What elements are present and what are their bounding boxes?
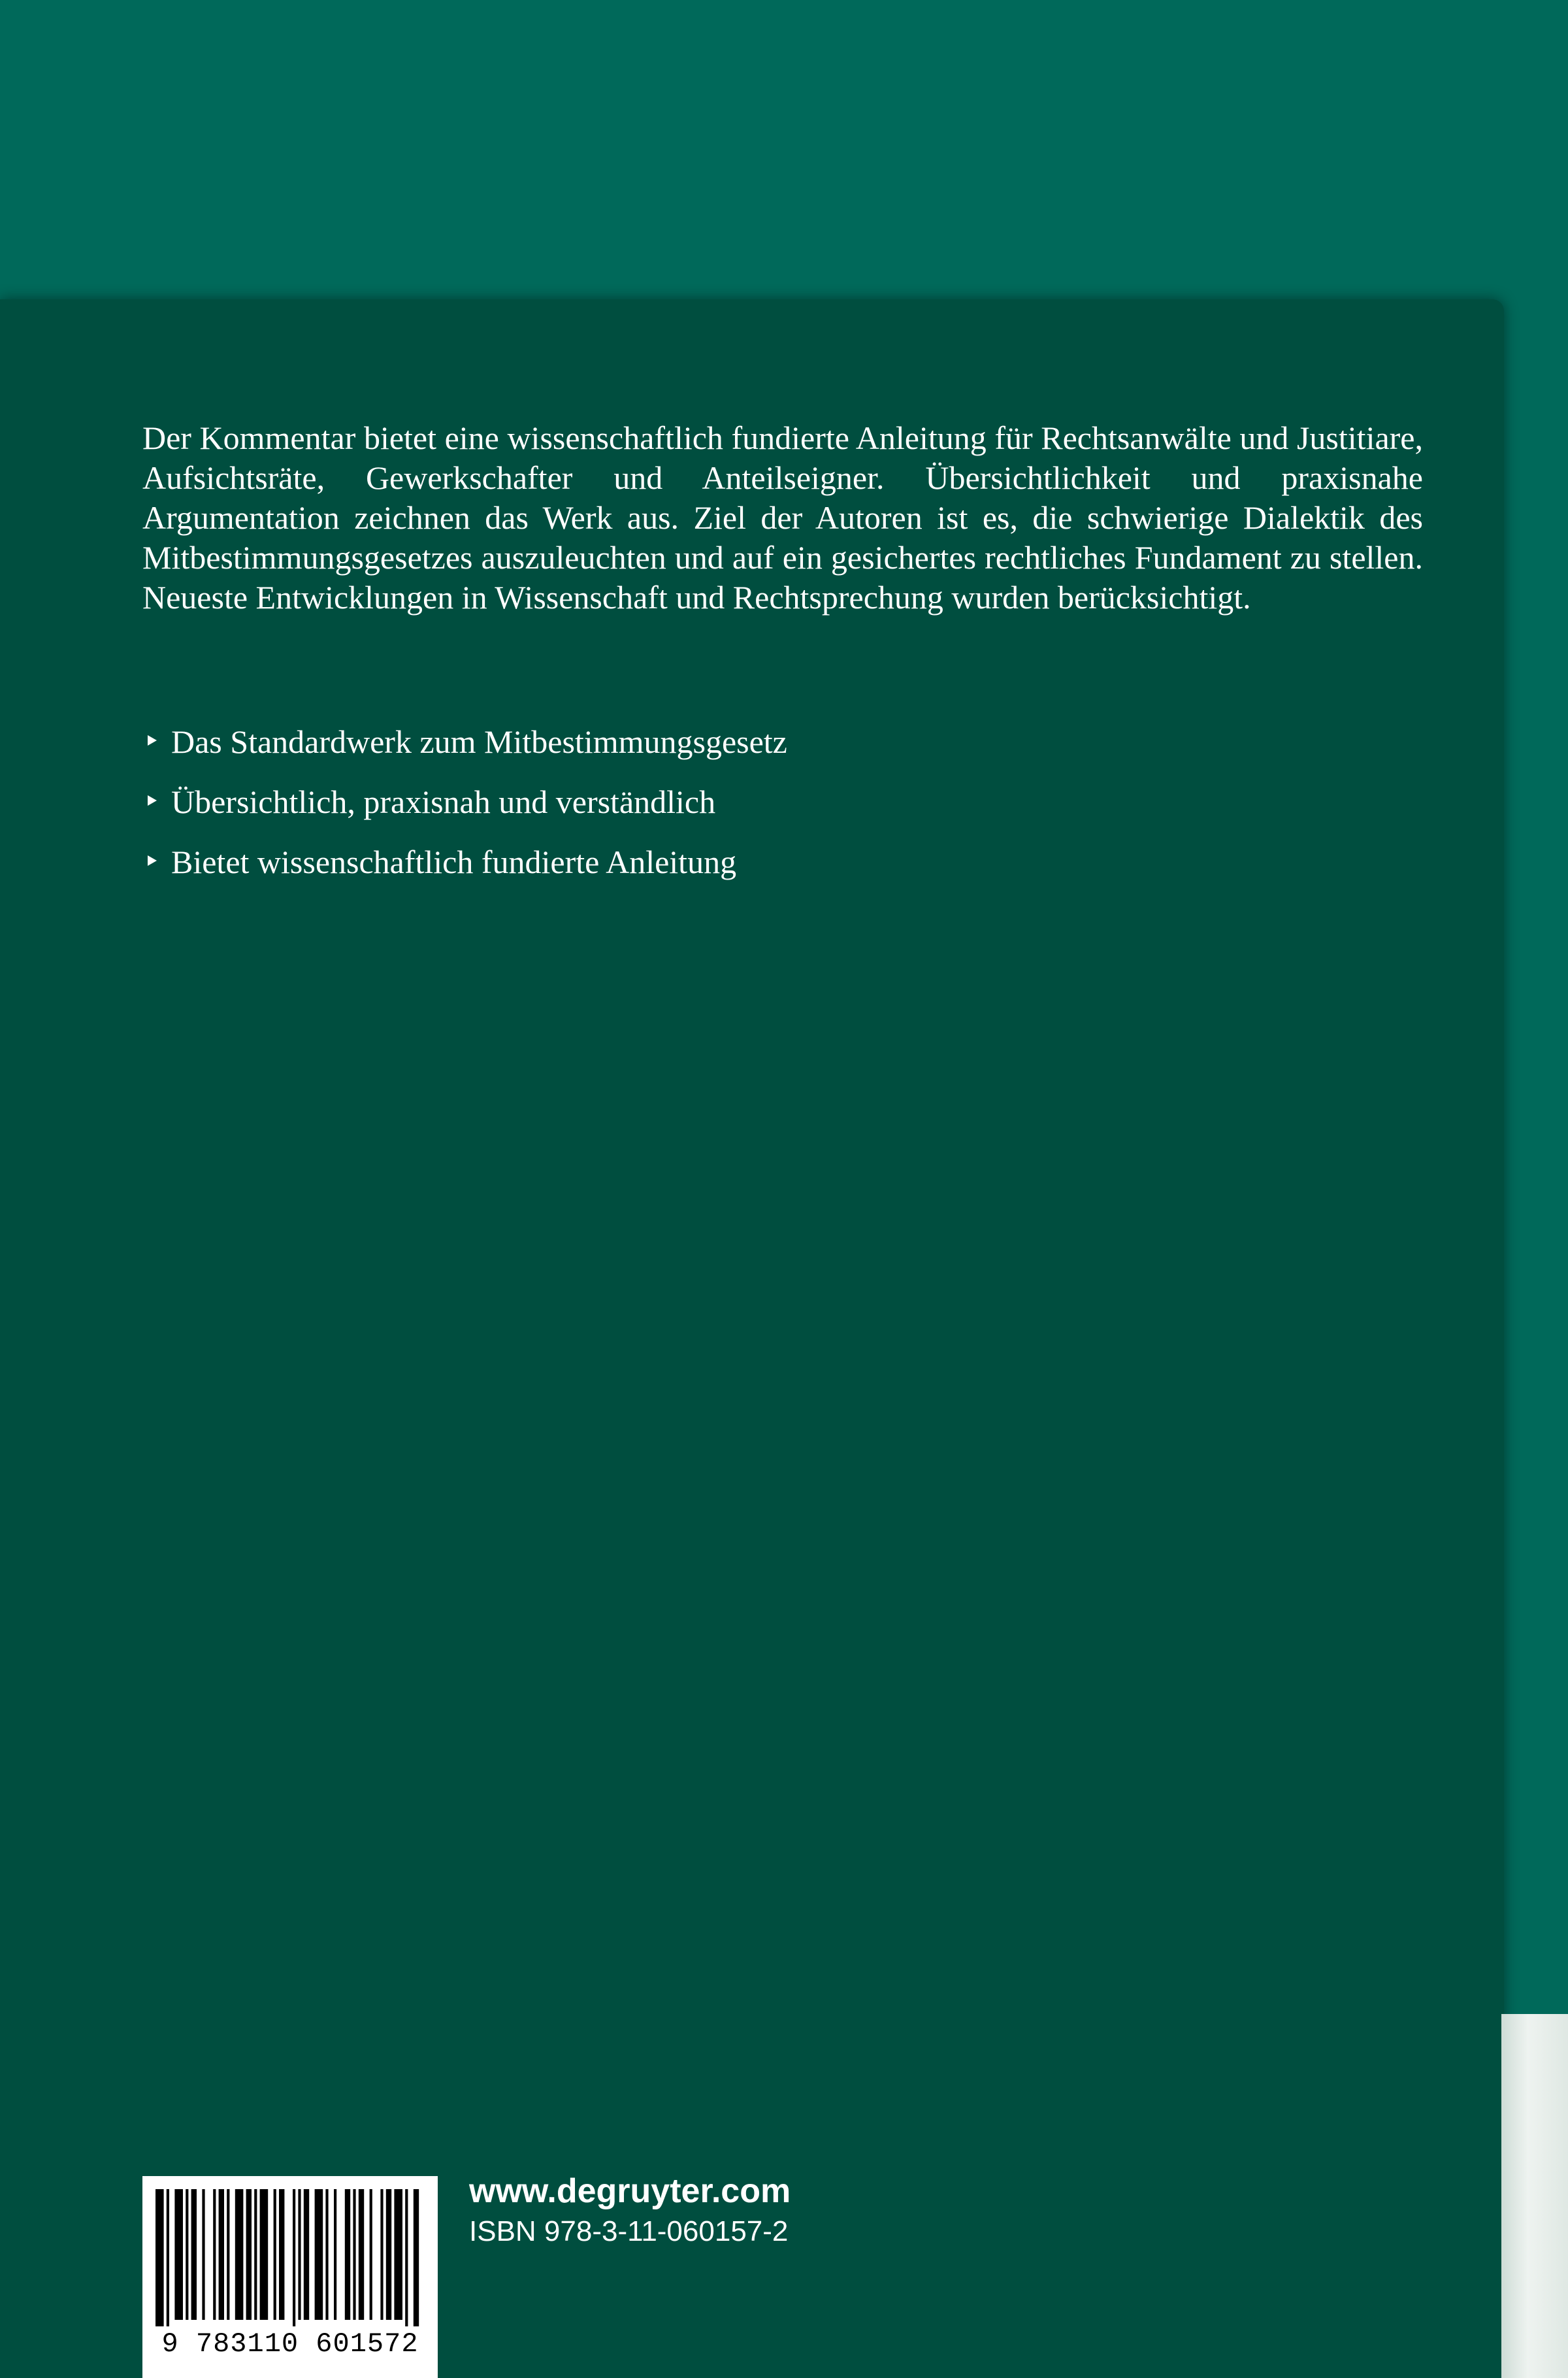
barcode-bar	[235, 2189, 244, 2320]
barcode-bar	[254, 2189, 257, 2320]
barcode-bar	[386, 2189, 391, 2320]
isbn-barcode	[142, 2176, 438, 2378]
barcode-digits: 9 783110 601572	[161, 2328, 419, 2360]
barcode-bar	[304, 2189, 309, 2320]
barcode-bar	[246, 2189, 252, 2320]
feature-item	[142, 782, 787, 822]
feature-label: Bietet wissenschaftlich fundierte Anleitung	[171, 844, 737, 880]
triangle-bullet-icon	[148, 735, 157, 746]
barcode-bar	[380, 2189, 383, 2320]
barcode-bar	[279, 2189, 284, 2320]
triangle-bullet-icon	[148, 795, 157, 806]
barcode-bar	[334, 2189, 336, 2320]
barcode-bars	[142, 2176, 438, 2333]
barcode-bar	[274, 2189, 276, 2320]
barcode-bar	[213, 2189, 216, 2320]
isbn-number: ISBN 978-3-11-060157-2	[469, 2215, 789, 2247]
top-color-band	[0, 0, 1568, 306]
barcode-bar	[315, 2189, 323, 2320]
feature-item	[142, 722, 787, 762]
barcode-bar	[414, 2189, 419, 2326]
barcode-bar	[202, 2189, 204, 2320]
publisher-website[interactable]: www.degruyter.com	[469, 2172, 791, 2210]
barcode-bar	[325, 2189, 328, 2320]
triangle-bullet-icon	[148, 855, 157, 866]
barcode-bar	[227, 2189, 229, 2320]
barcode-bar	[260, 2189, 269, 2320]
barcode-bar	[353, 2189, 355, 2320]
barcode-bar	[174, 2189, 183, 2320]
barcode-bar	[186, 2189, 188, 2320]
barcode-bar	[191, 2189, 197, 2320]
barcode-bar	[345, 2189, 350, 2320]
barcode-bar	[298, 2189, 301, 2320]
page-edge	[1501, 2014, 1568, 2378]
barcode-bar	[293, 2189, 295, 2326]
barcode-bar	[167, 2189, 169, 2326]
barcode-bar	[359, 2189, 364, 2320]
feature-label: Das Standardwerk zum Mitbestimmungsgesetz	[171, 723, 787, 760]
feature-label: Übersichtlich, praxisnah und verständlich	[171, 784, 716, 820]
barcode-bar	[155, 2189, 164, 2326]
barcode-bar	[405, 2189, 408, 2326]
feature-list	[142, 722, 787, 902]
feature-item	[142, 842, 787, 882]
description-paragraph: Der Kommentar bietet eine wissenschaftlich fundierte Anleitung für Rechtsanwälte und Justitiare, Aufsichtsräte, Gewerkschafter und Anteilseigner. Übersichtlichkeit und praxisnahe Argumentation zeichnen das Werk aus. Ziel der Autoren ist es, die schwierige Dialektik des Mitbestimmungsgesetzes auszuleuchten und auf ein gesichertes rechtliches Fundament zu stellen. Neueste Entwicklungen in Wissenschaft und Rechtsprechung wurden berücksichtigt.	[142, 420, 1423, 616]
barcode-bar	[394, 2189, 402, 2320]
barcode-bar	[219, 2189, 224, 2320]
barcode-bar	[370, 2189, 372, 2320]
